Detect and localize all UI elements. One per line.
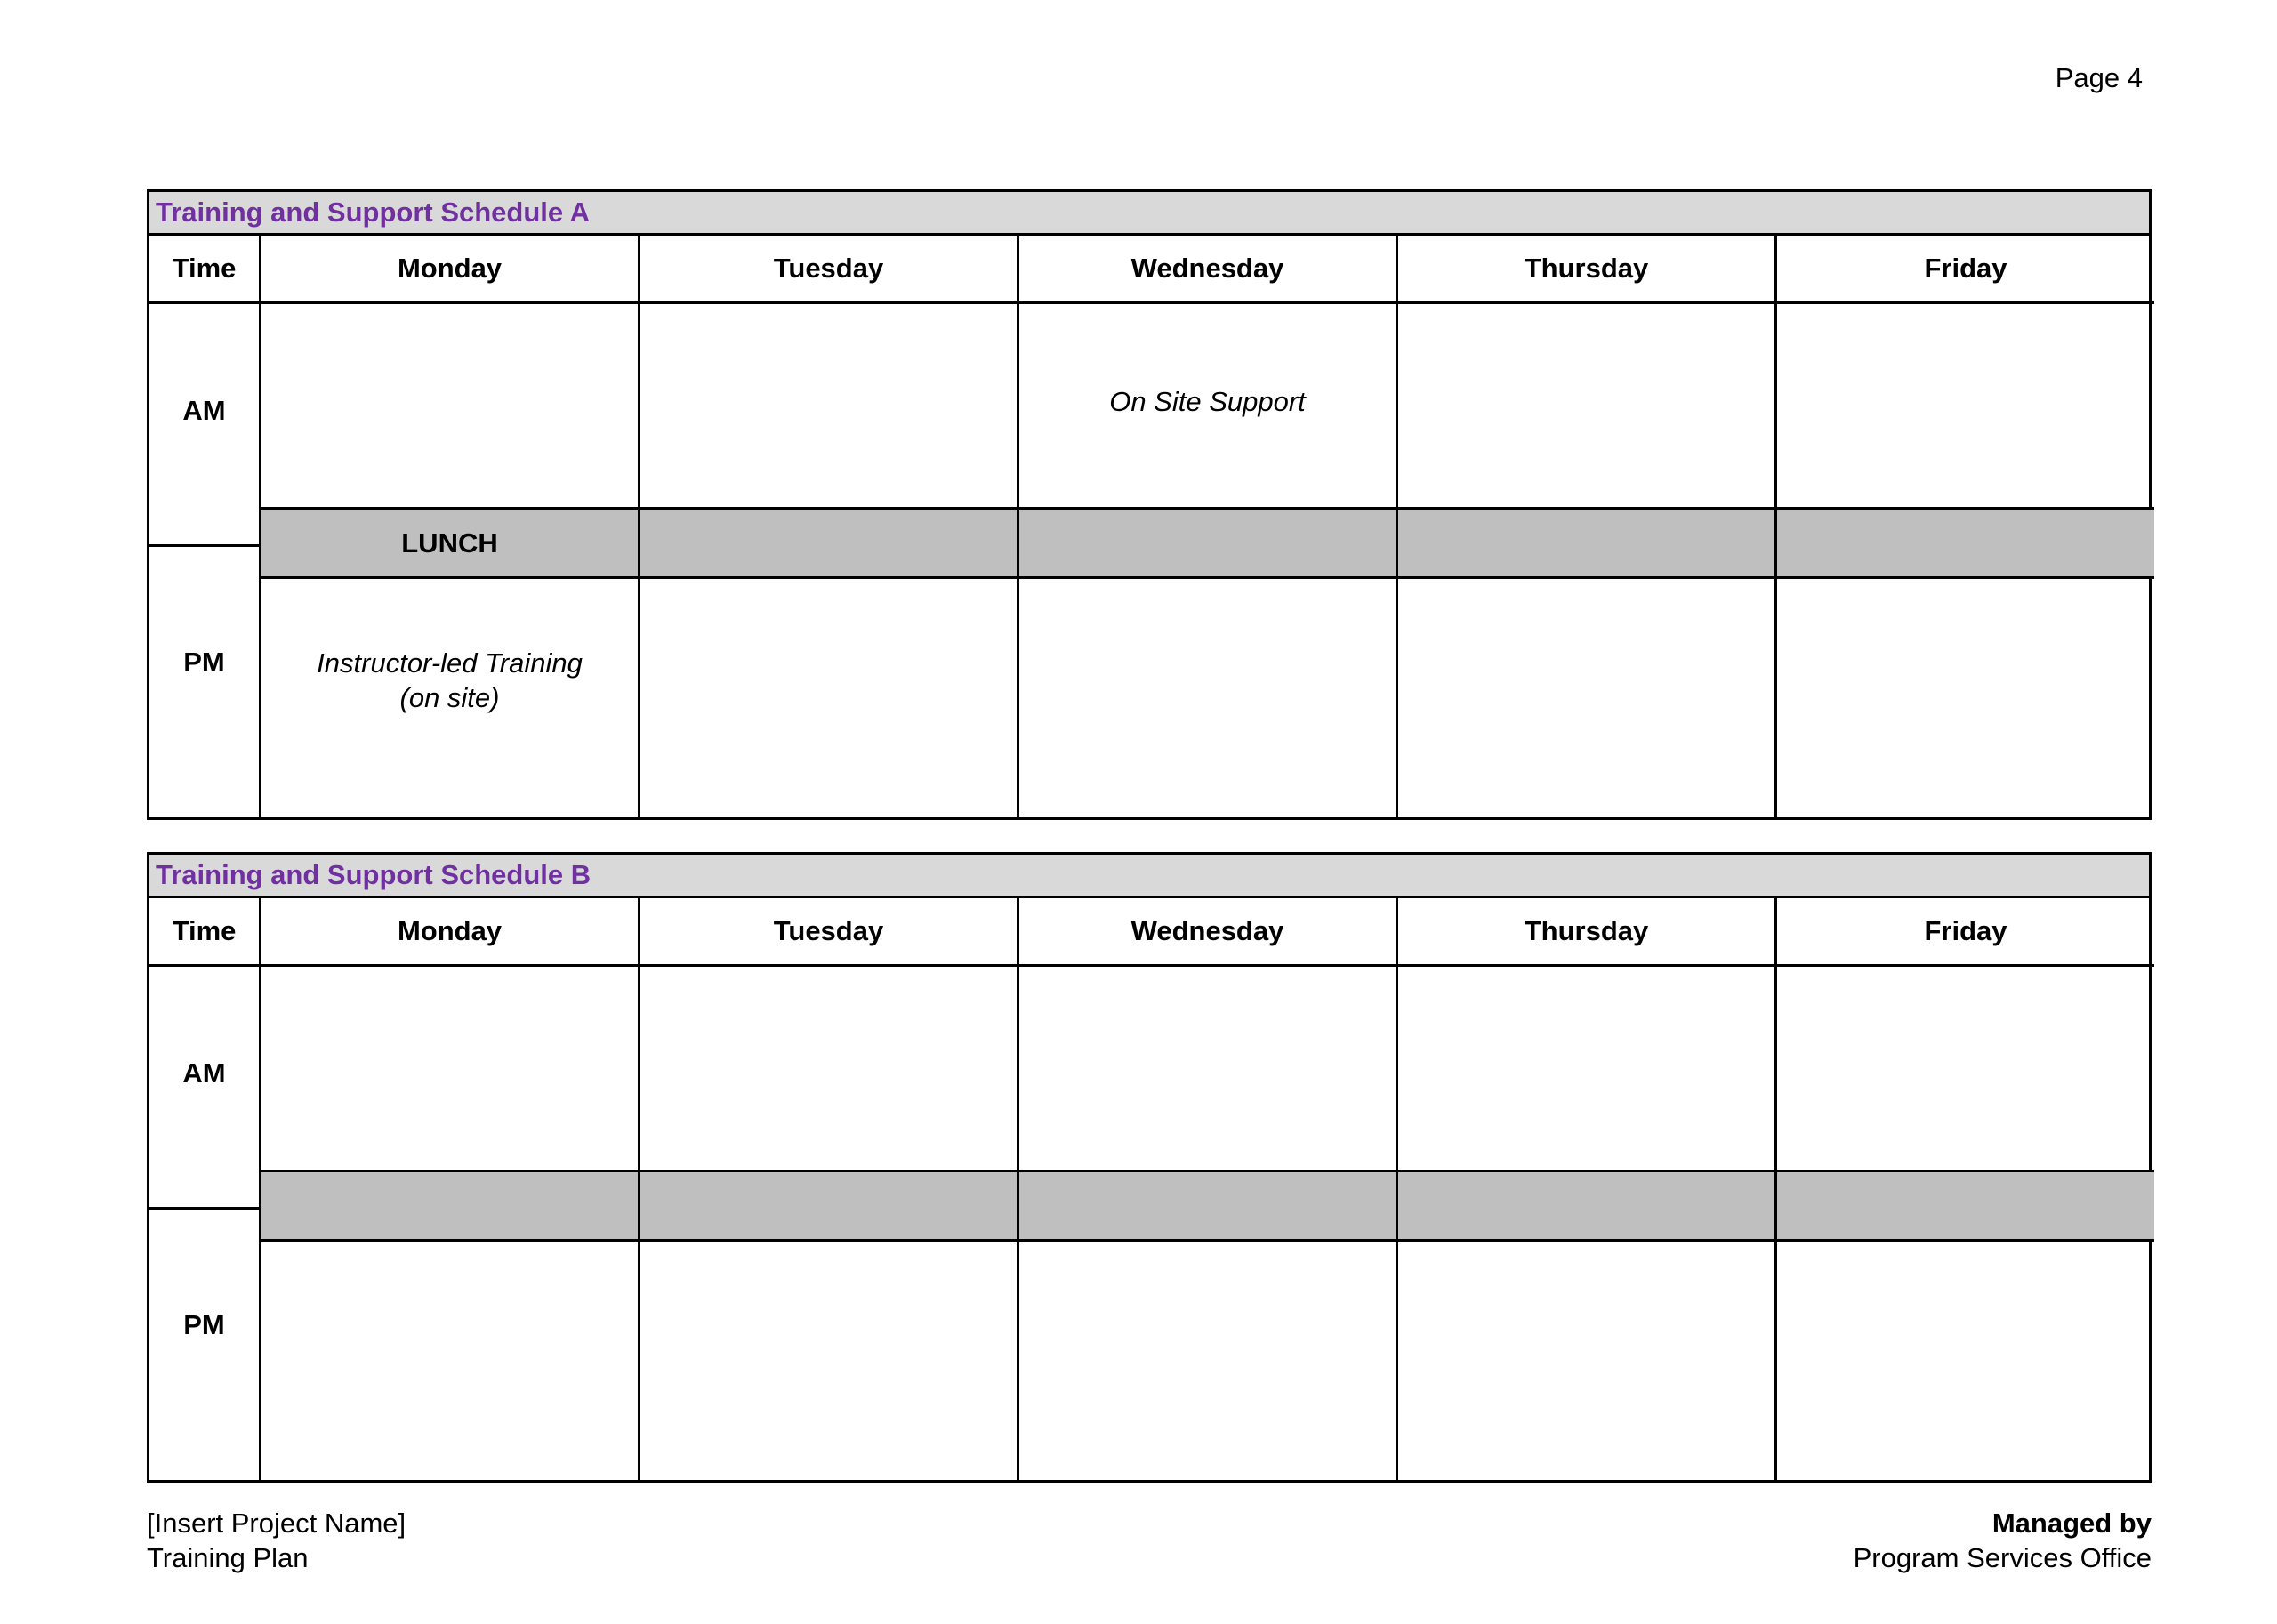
thursday-pm-cell	[1398, 1242, 1777, 1480]
friday-header: Friday	[1777, 236, 2154, 304]
thursday-header: Thursday	[1398, 898, 1777, 967]
managed-by-label: Managed by	[1991, 1507, 2152, 1539]
tuesday-lunch-cell	[640, 1172, 1019, 1242]
monday-pm-cell	[261, 1242, 640, 1480]
schedule-b-grid	[147, 898, 2152, 1483]
thursday-am-cell	[1398, 967, 1777, 1172]
schedule-b-table	[147, 852, 2152, 1483]
wednesday-lunch-cell	[1019, 510, 1398, 579]
tuesday-header: Tuesday	[640, 898, 1019, 967]
friday-header: Friday	[1777, 898, 2154, 967]
document-title: Training Plan	[147, 1542, 309, 1573]
lunch-label: LUNCH	[261, 510, 640, 579]
friday-pm-cell	[1777, 579, 2154, 817]
friday-am-cell	[1777, 304, 2154, 510]
page-number: Page 4	[2055, 62, 2143, 93]
tuesday-lunch-cell	[640, 510, 1019, 579]
footer-right	[1854, 1506, 2152, 1575]
monday-am-cell	[261, 304, 640, 510]
monday-am-cell	[261, 967, 640, 1172]
am-pm-divider	[149, 544, 259, 547]
am-label: AM	[149, 967, 261, 1242]
am-label: AM	[149, 304, 261, 579]
pm-label: PM	[149, 543, 261, 817]
thursday-pm-cell	[1398, 579, 1777, 817]
friday-lunch-cell	[1777, 510, 2154, 579]
pm-label: PM	[149, 1206, 261, 1480]
friday-pm-cell	[1777, 1242, 2154, 1480]
thursday-lunch-cell	[1398, 1172, 1777, 1242]
wednesday-lunch-cell	[1019, 1172, 1398, 1242]
wednesday-header: Wednesday	[1019, 236, 1398, 304]
tuesday-pm-cell	[640, 579, 1019, 817]
thursday-am-cell	[1398, 304, 1777, 510]
wednesday-header: Wednesday	[1019, 898, 1398, 967]
tuesday-pm-cell	[640, 1242, 1019, 1480]
tuesday-header: Tuesday	[640, 236, 1019, 304]
thursday-lunch-cell	[1398, 510, 1777, 579]
tuesday-am-cell	[640, 304, 1019, 510]
monday-header: Monday	[261, 236, 640, 304]
monday-pm-cell: Instructor-led Training (on site)	[261, 579, 640, 817]
monday-header: Monday	[261, 898, 640, 967]
thursday-header: Thursday	[1398, 236, 1777, 304]
wednesday-pm-cell	[1019, 579, 1398, 817]
friday-lunch-cell	[1777, 1172, 2154, 1242]
monday-lunch-cell	[261, 1172, 640, 1242]
time-header: Time	[149, 898, 261, 967]
time-header: Time	[149, 236, 261, 304]
office-name: Program Services Office	[1853, 1542, 2152, 1573]
tuesday-am-cell	[640, 967, 1019, 1172]
wednesday-am-cell: On Site Support	[1019, 304, 1398, 510]
wednesday-pm-cell	[1019, 1242, 1398, 1480]
schedule-a-grid	[147, 236, 2152, 820]
schedule-b-title: Training and Support Schedule B	[147, 852, 2152, 898]
footer-left	[147, 1506, 406, 1575]
schedule-a-table	[147, 189, 2152, 820]
friday-am-cell	[1777, 967, 2154, 1172]
wednesday-am-cell	[1019, 967, 1398, 1172]
project-name: [Insert Project Name]	[147, 1507, 406, 1539]
am-pm-divider	[149, 1207, 259, 1210]
schedule-a-title: Training and Support Schedule A	[147, 189, 2152, 236]
